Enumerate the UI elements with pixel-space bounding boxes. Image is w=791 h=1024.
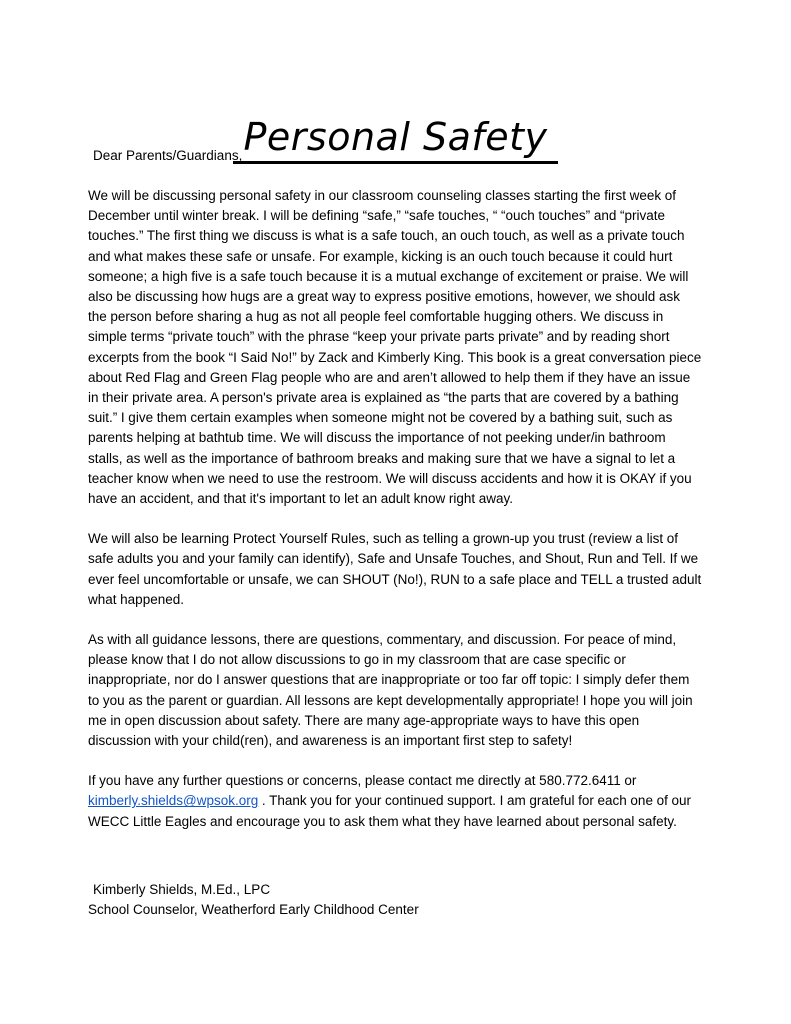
contact-text-before: If you have any further questions or concerns, please contact me directly at 580.772.6411 or — [88, 773, 637, 789]
document-body — [88, 146, 702, 832]
paragraph-contact — [88, 771, 702, 832]
signature-role: School Counselor, Weatherford Early Childhood Center — [88, 902, 419, 918]
signature-name: Kimberly Shields, M.Ed., LPC — [93, 882, 271, 897]
page-title-text: Personal Safety — [233, 115, 557, 164]
paragraph-protect-yourself-rules: We will also be learning Protect Yourself Rules, such as telling a grown-up you trust (review a list of safe adults you and your family can identify), Safe and Unsafe Touches, and Shout, Run and Tell. If we ever feel uncomfortable or unsafe, we can SHOUT (No!), RUN to a safe place and TELL a trusted adult what happened. — [88, 531, 702, 607]
paragraph-intro: We will be discussing personal safety in our classroom counseling classes starting the first week of December until winter break. I will be defining “safe,” “safe touches, “ “ouch touches” and “private touches.” The first thing we discuss is what is a safe touch, an ouch touch, as well as a private touch and what makes these safe or unsafe. For example, kicking is an ouch touch because it could hurt someone; a high five is a safe touch because it is a mutual exchange of excitement or praise. We will also be discussing how hugs are a great way to express positive emotions, however, we should ask the person before sharing a hug as not all people feel comfortable hugging others. We discuss in simple terms “private touch” with the phrase “keep your private parts private” and by reading short excerpts from the book “I Said No!” by Zack and Kimberly King. This book is a great conversation piece about Red Flag and Green Flag people who are and aren’t allowed to help them if they have an issue in their private area. A person's private area is explained as “the parts that are covered by a bathing suit.” I give them certain examples when someone might not be covered by a bathing suit, such as parents helping at bathtub time. We will discuss the importance of not peeking under/in bathroom stalls, as well as the importance of bathroom breaks and making sure that we have a signal to let a teacher know when we need to use the restroom. We will discuss accidents and how it is OKAY if you have an accident, and that it's important to let an adult know right away. — [88, 188, 702, 507]
signature-block — [88, 880, 702, 920]
email-link[interactable]: kimberly.shields@wpsok.org — [88, 793, 259, 809]
contact-text-after: . Thank you for your continued support. I am grateful for each one of our WECC Little Eagles and encourage you to ask them what they have learned about personal safety. — [88, 793, 692, 829]
salutation: Dear Parents/Guardians, — [93, 148, 243, 163]
paragraph-guidance-lessons: As with all guidance lessons, there are questions, commentary, and discussion. For peace of mind, please know that I do not allow discussions to go in my classroom that are case specific or inappropriate, nor do I answer questions that are inappropriate or too far off topic: I simply defer them to you as the parent or guardian. All lessons are kept developmentally appropriate! I hope you will join me in open discussion about safety. There are many age-appropriate ways to have this open discussion with your child(ren), and awareness is an important first step to safety! — [88, 632, 693, 749]
